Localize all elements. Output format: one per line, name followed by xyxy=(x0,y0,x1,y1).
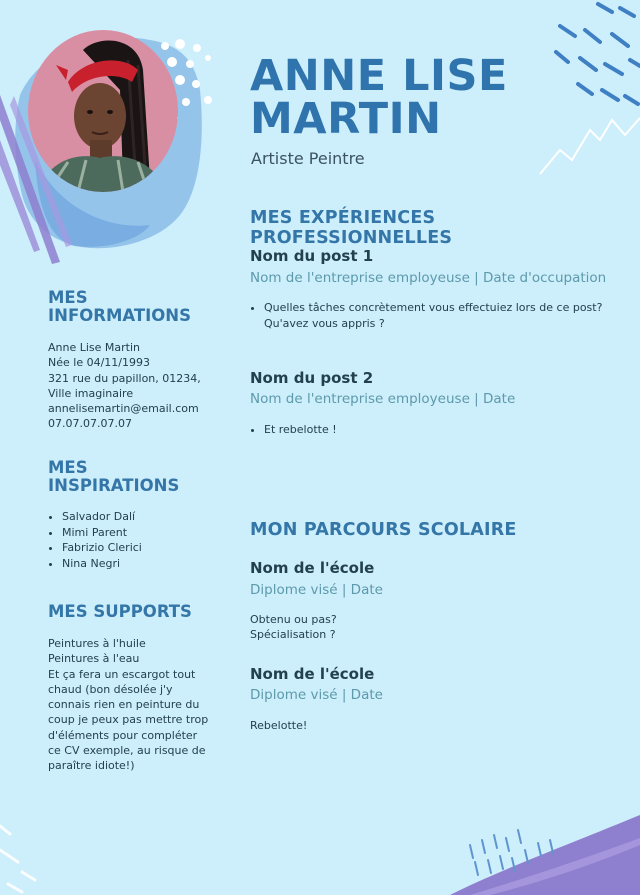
info-name: Anne Lise Martin xyxy=(48,341,141,354)
school-note: Obtenu ou pas? xyxy=(250,613,337,626)
post-title: Nom du post 2 xyxy=(250,369,374,387)
list-item: • Quelles tâches concrètement vous effectuiez lors de ce post? Qu'avez vous appris ? xyxy=(264,300,609,331)
post-bullets xyxy=(250,422,609,438)
school-name: Nom de l'école xyxy=(250,665,375,683)
post-company: Nom de l'entreprise employeuse | Date d'occupation xyxy=(250,270,607,286)
info-heading: MES INFORMATIONS xyxy=(48,288,191,325)
list-item: • Et rebelotte ! xyxy=(264,422,609,438)
school-diploma: Diplome visé | Date xyxy=(250,582,383,598)
list-item: • Nina Negri xyxy=(62,556,142,572)
list-item: • Salvador Dalí xyxy=(62,509,142,525)
experience-heading: MES EXPÉRIENCES PROFESSIONNELLES xyxy=(250,208,453,248)
first-name: ANNE LISE xyxy=(250,51,508,101)
info-phone: 07.07.07.07.07 xyxy=(48,417,132,431)
support-item: Peintures à l'eau xyxy=(48,652,140,666)
support-item: Et ça fera un escargot tout chaud (bon désolée j'y connais rien en peinture du coup je peux pas mettre trop d'éléments pour compléter ce CV exemple, au risque de paraître idiote!) xyxy=(48,667,209,773)
school-notes xyxy=(250,612,337,643)
post-title: Nom du post 1 xyxy=(250,247,374,265)
school-diploma: Diplome visé | Date xyxy=(250,687,383,703)
info-email: annelisemartin@email.com xyxy=(48,402,199,416)
school-name: Nom de l'école xyxy=(250,559,375,577)
info-birthdate: Née le 04/11/1993 xyxy=(48,356,150,370)
profile-photo xyxy=(28,30,178,192)
list-item: • Fabrizio Clerici xyxy=(62,540,142,556)
info-address: 321 rue du papillon, 01234, xyxy=(48,371,201,385)
school-notes xyxy=(250,718,307,733)
job-title: Artiste Peintre xyxy=(251,149,365,168)
avatar xyxy=(28,30,178,192)
inspirations-heading: MES INSPIRATIONS xyxy=(48,458,180,495)
post-company: Nom de l'entreprise employeuse | Date xyxy=(250,391,516,407)
post-bullets xyxy=(250,300,609,331)
info-city: Ville imaginaire xyxy=(48,386,134,400)
education-heading: MON PARCOURS SCOLAIRE xyxy=(250,520,517,540)
support-item: Peintures à l'huile xyxy=(48,637,146,650)
list-item: • Mimi Parent xyxy=(62,525,142,541)
info-block xyxy=(48,340,218,432)
candidate-name xyxy=(250,51,630,144)
supports-block xyxy=(48,636,210,774)
supports-heading: MES SUPPORTS xyxy=(48,602,192,621)
school-note: Rebelotte! xyxy=(250,719,308,732)
last-name: MARTIN xyxy=(250,94,442,144)
inspirations-list xyxy=(48,509,142,571)
school-note: Spécialisation ? xyxy=(250,628,336,642)
